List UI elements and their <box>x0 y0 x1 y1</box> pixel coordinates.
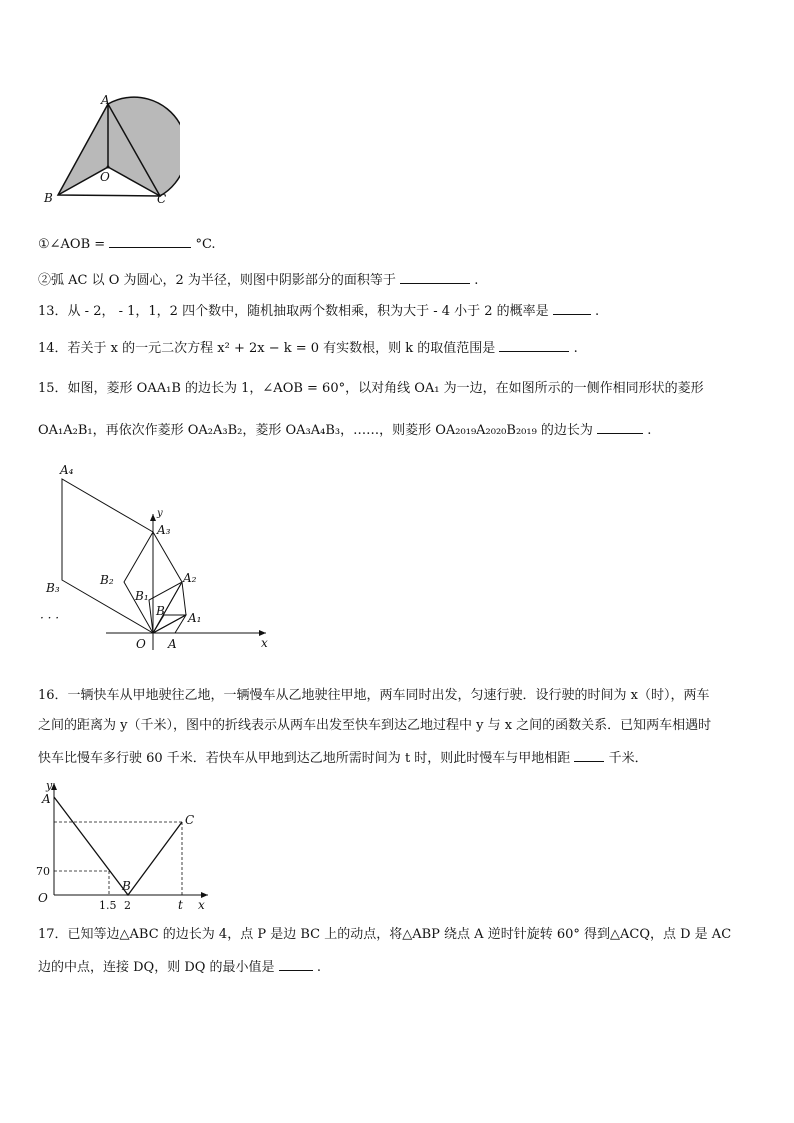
label-dots: · · · <box>40 611 60 625</box>
answer-blank <box>553 301 591 315</box>
answer-blank <box>597 420 643 434</box>
question-12-part2: ②弧 AC 以 O 为圆心，2 为半径，则图中阴影部分的面积等于 . <box>38 270 478 290</box>
answer-blank <box>109 234 191 248</box>
question-12-part1: ①∠AOB = °C. <box>38 234 216 254</box>
label-A: A <box>168 637 177 651</box>
question-16-line1: 16．一辆快车从甲地驶往乙地，一辆慢车从乙地驶往甲地，两车同时出发，匀速行驶．设行驶的时间为 x（时），两车 <box>38 688 710 703</box>
label-x: x <box>261 636 268 650</box>
answer-blank <box>574 748 604 762</box>
question-14: 14．若关于 x 的一元二次方程 x² + 2x − k = 0 有实数根，则 k 的取值范围是 . <box>38 338 578 358</box>
figure-distance-time <box>30 773 220 913</box>
label-70: 70 <box>36 865 50 878</box>
label-A: A <box>42 792 51 806</box>
question-16-line3: 快车比慢车多行驶 60 千米．若快车从甲地到达乙地所需时间为 t 时，则此时慢车与甲地相距 千米． <box>38 748 648 768</box>
question-15-line2: OA₁A₂B₁，再依次作菱形 OA₂A₃B₂，菱形 OA₃A₄B₃，……，则菱形 OA₂₀₁₉A₂₀₂₀B₂₀₁₉ 的边长为 . <box>38 420 651 440</box>
label-A2: A₂ <box>183 571 197 585</box>
label-C: C <box>157 192 167 206</box>
label-2: 2 <box>124 899 131 912</box>
label-O: O <box>100 170 110 184</box>
answer-blank <box>400 270 470 284</box>
question-13: 13．从 - 2， - 1，1，2 四个数中，随机抽取两个数相乘，积为大于 - 4 小于 2 的概率是 . <box>38 301 599 321</box>
label-B: B <box>44 191 53 205</box>
label-t: t <box>178 898 183 912</box>
label-B3: B₃ <box>46 581 60 595</box>
question-17-line1: 17．已知等边△ABC 的边长为 4，点 P 是边 BC 上的动点，将△ABP 绕点 A 逆时针旋转 60° 得到△ACQ，点 D 是 AC <box>38 927 732 942</box>
label-B: B <box>122 879 131 893</box>
label-B1: B₁ <box>135 589 149 603</box>
question-16-line2: 之间的距离为 y（千米），图中的折线表示从两车出发至快车到达乙地过程中 y 与 x 之间的函数关系．已知两车相遇时 <box>38 718 712 733</box>
shaded-sector <box>108 97 180 196</box>
label-A3: A₃ <box>157 523 171 537</box>
answer-blank <box>279 957 313 971</box>
label-O: O <box>38 891 48 905</box>
label-x: x <box>198 898 205 912</box>
figure-triangle-sector <box>40 92 180 210</box>
figure-rhombus-sequence <box>36 460 276 655</box>
label-y: y <box>157 508 163 519</box>
question-15-line1: 15．如图，菱形 OAA₁B 的边长为 1，∠AOB = 60°，以对角线 OA₁ 为一边，在如图所示的一侧作相同形状的菱形 <box>38 381 704 396</box>
label-B2: B₂ <box>100 573 114 587</box>
question-17-line2: 边的中点，连接 DQ，则 DQ 的最小值是 . <box>38 957 321 977</box>
label-A4: A₄ <box>60 463 74 477</box>
label-B: B <box>156 604 165 618</box>
label-A1: A₁ <box>188 611 202 625</box>
label-C: C <box>185 813 195 827</box>
answer-blank <box>499 338 569 352</box>
label-O: O <box>136 637 146 651</box>
label-A: A <box>101 93 110 107</box>
label-1-5: 1.5 <box>99 899 117 912</box>
label-y: y <box>46 779 53 792</box>
